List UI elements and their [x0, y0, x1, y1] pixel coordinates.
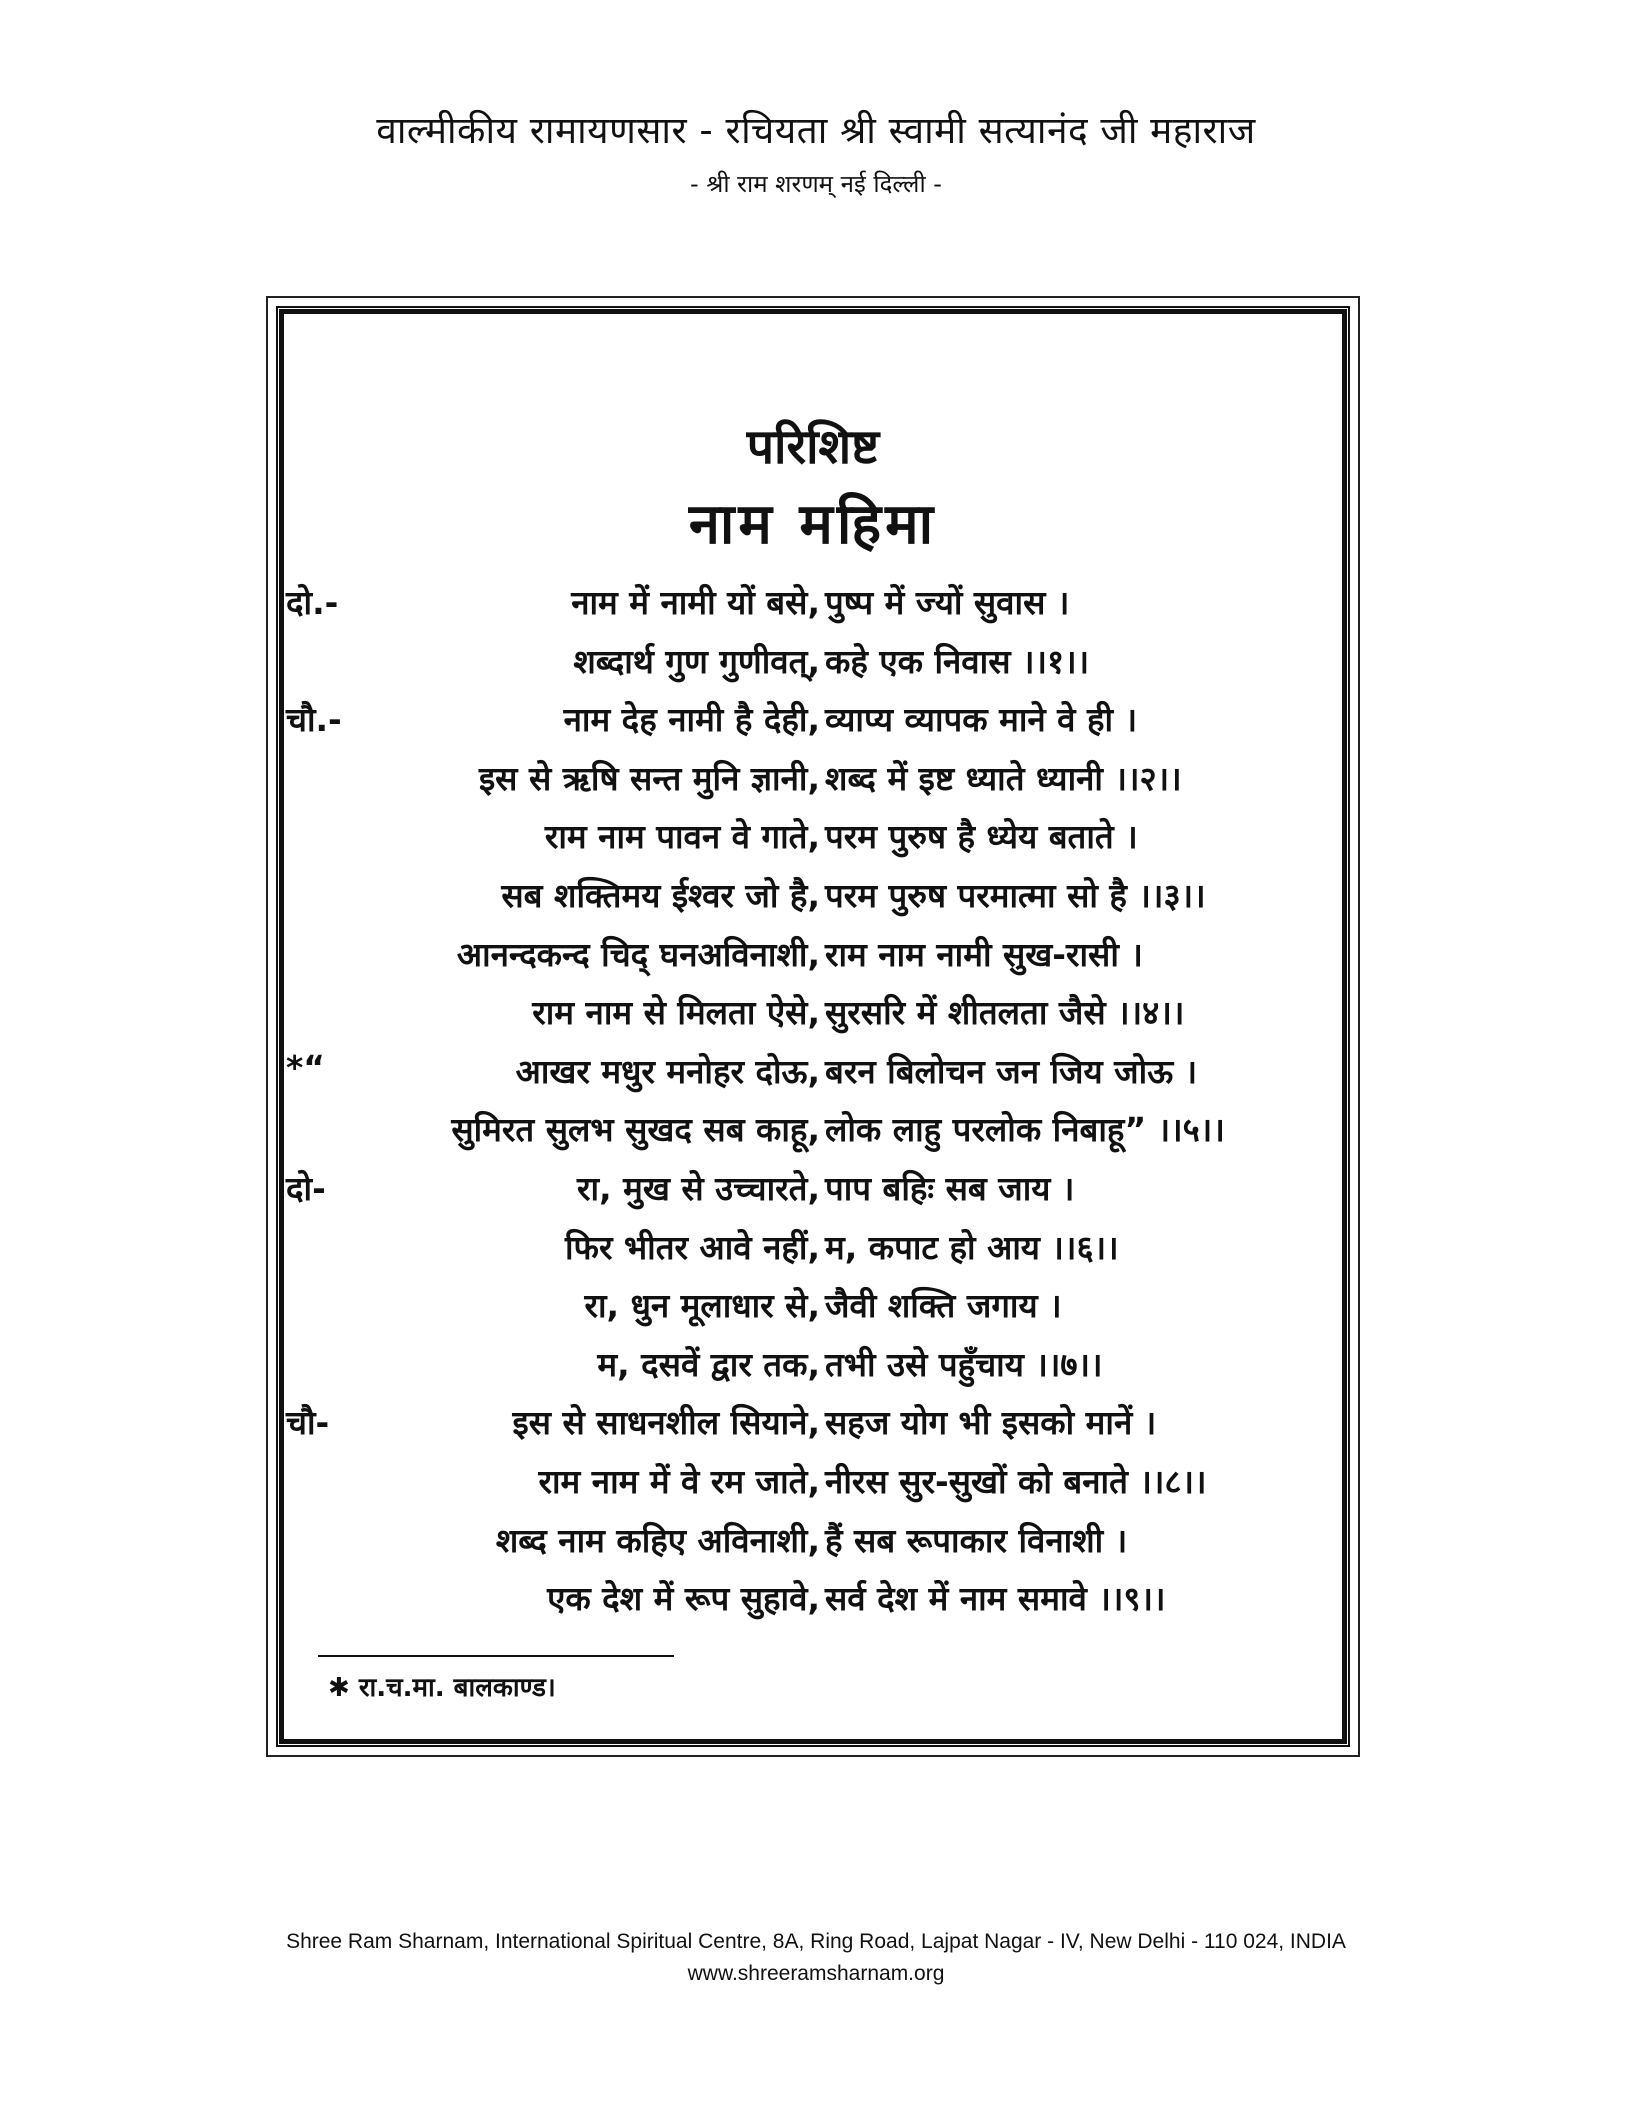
verse-second-half: तभी उसे पहुँचाय ।।७।।: [825, 1344, 1103, 1384]
verse-second-half: सुरसरि में शीतलता जैसे ।।४।।: [825, 993, 1185, 1033]
verse-line: [268, 1106, 1358, 1164]
footnote-divider: [318, 1655, 674, 1657]
verse-marker: दो.-: [286, 583, 339, 622]
verse-second-half: राम नाम नामी सुख-रासी ।: [825, 934, 1143, 974]
verse-line: [268, 1575, 1358, 1633]
verse-first-half: रा, मुख से उच्चारते,: [577, 1169, 820, 1208]
verse-line: [268, 872, 1358, 930]
verse-first-half: रा, धुन मूलाधार से,: [584, 1286, 820, 1326]
section-subheading: नाम महिमा: [688, 492, 938, 557]
verse-first-half: सब शक्तिमय ईश्वर जो है,: [501, 876, 820, 915]
verse-first-half: आनन्दकन्द चिद् घनअविनाशी,: [456, 934, 820, 974]
verse-first-half: राम नाम से मिलता ऐसे,: [532, 993, 820, 1033]
footnote: ✱ रा.च.मा. बालकाण्ड।: [328, 1673, 556, 1703]
verse-line: [268, 696, 1358, 754]
verse-second-half: पाप बहिः सब जाय ।: [825, 1169, 1075, 1208]
footer-address: Shree Ram Sharnam, International Spiritual Centre, 8A, Ring Road, Lajpat Nagar - IV, New Delhi - 110 024, INDIA: [286, 1930, 1346, 1953]
content-frame: [266, 296, 1360, 1757]
verse-first-half: म, दसवें द्वार तक,: [597, 1344, 820, 1384]
verse-marker: चौ-: [286, 1403, 330, 1443]
verse-second-half: सहज योग भी इसको मानें ।: [825, 1403, 1157, 1443]
verse-second-half: परम पुरुष है ध्येय बताते ।: [825, 817, 1138, 857]
verse-second-half: हैं सब रूपाकार विनाशी ।: [825, 1520, 1128, 1560]
verse-first-half: इस से साधनशील सियाने,: [512, 1403, 820, 1443]
verse-line: [268, 1282, 1358, 1340]
verse-line: [268, 931, 1358, 989]
verse-first-half: एक देश में रूप सुहावे,: [547, 1579, 820, 1619]
verse-line: [268, 1224, 1358, 1282]
verse-second-half: बरन बिलोचन जन जिय जोऊ ।: [825, 1051, 1198, 1091]
verse-second-half: शब्द में इष्ट ध्याते ध्यानी ।।२।।: [825, 758, 1182, 798]
verse-first-half: सुमिरत सुलभ सुखद सब काहू,: [451, 1110, 820, 1150]
verse-second-half: परम पुरुष परमात्मा सो है ।।३।।: [825, 876, 1206, 915]
verse-second-half: व्याप्य व्यापक माने वे ही ।: [825, 700, 1138, 740]
verse-first-half: आखर मधुर मनोहर दोऊ,: [515, 1051, 820, 1091]
verse-line: [268, 1341, 1358, 1399]
verse-line: [268, 813, 1358, 871]
verse-marker: चौ.-: [286, 700, 342, 740]
verse-second-half: पुष्प में ज्यों सुवास ।: [825, 583, 1070, 622]
verse-first-half: नाम देह नामी है देही,: [563, 700, 820, 740]
verse-line: [268, 638, 1358, 696]
verse-line: [268, 1517, 1358, 1575]
verse-first-half: राम नाम में वे रम जाते,: [538, 1462, 820, 1501]
verse-line: [268, 989, 1358, 1047]
verse-second-half: नीरस सुर-सुखों को बनाते ।।८।।: [825, 1462, 1207, 1501]
verse-first-half: शब्दार्थ गुण गुणीवत्,: [573, 641, 820, 681]
verse-first-half: नाम में नामी यों बसे,: [571, 583, 820, 622]
verse-line: [268, 1165, 1358, 1223]
verse-second-half: लोक लाहु परलोक निबाहू” ।।५।।: [825, 1110, 1225, 1150]
verse-line: [268, 579, 1358, 637]
verse-first-half: राम नाम पावन वे गाते,: [544, 817, 820, 857]
verse-first-half: शब्द नाम कहिए अविनाशी,: [495, 1520, 820, 1560]
verse-marker: *“: [286, 1047, 325, 1087]
verse-second-half: जैवी शक्ति जगाय ।: [825, 1286, 1062, 1326]
verse-second-half: कहे एक निवास ।।१।।: [825, 641, 1090, 681]
verse-line: [268, 1399, 1358, 1457]
page-header-title: वाल्मीकीय रामायणसार - रचियता श्री स्वामी सत्यानंद जी महाराज: [376, 109, 1256, 152]
verse-second-half: सर्व देश में नाम समावे ।।९।।: [825, 1579, 1166, 1619]
verse-first-half: इस से ऋषि सन्त मुनि ज्ञानी,: [478, 758, 820, 798]
page-header-subtitle: - श्री राम शरणम् नई दिल्ली -: [690, 170, 942, 198]
verse-first-half: फिर भीतर आवे नहीं,: [564, 1227, 820, 1267]
footer-website: www.shreeramsharnam.org: [687, 1962, 945, 1985]
section-heading: परिशिष्ट: [746, 419, 880, 475]
verse-marker: दो-: [286, 1169, 326, 1208]
verse-line: [268, 1458, 1358, 1516]
verse-line: [268, 755, 1358, 813]
verse-second-half: म, कपाट हो आय ।।६।।: [825, 1227, 1119, 1267]
verse-line: [268, 1048, 1358, 1106]
